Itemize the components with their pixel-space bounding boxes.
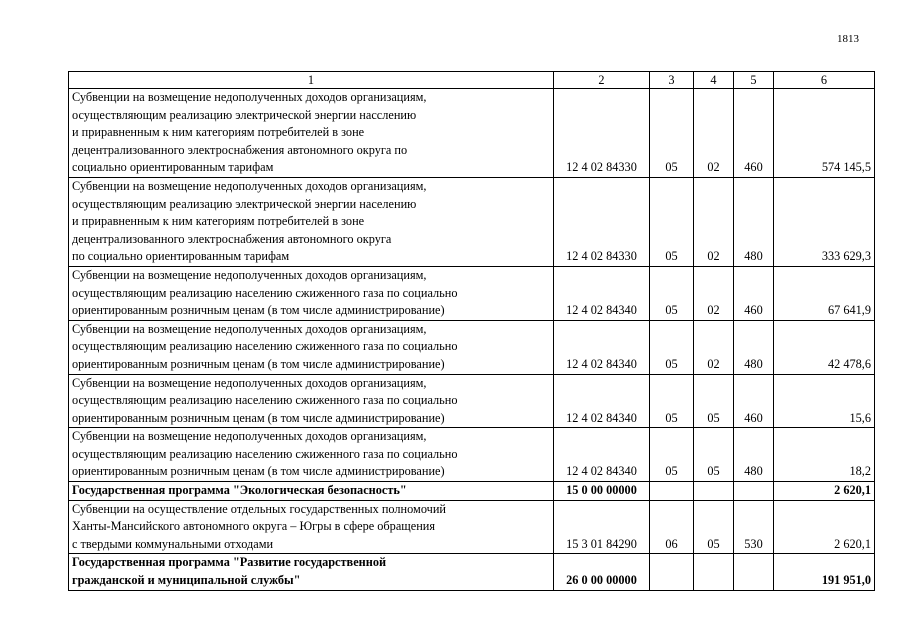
amount-value: 67 641,9 (774, 266, 875, 320)
table-row (69, 177, 875, 266)
table-row (69, 554, 875, 590)
row-name-line: Субвенции на возмещение недополученных доходов организациям, (72, 321, 427, 336)
amount-value: 18,2 (774, 428, 875, 482)
column-header-5: 5 (734, 72, 774, 89)
row-name-line: ориентированным розничным ценам (в том числе администрирование) (72, 303, 445, 318)
page-number: 1813 (837, 33, 859, 45)
section-code: 06 (650, 500, 694, 554)
column-header-3: 3 (650, 72, 694, 89)
expense-type-code: 480 (734, 177, 774, 266)
section-code: 05 (650, 320, 694, 374)
target-article-code: 12 4 02 84340 (554, 374, 650, 428)
subsection-code: 02 (694, 89, 734, 178)
target-article-code: 26 0 00 00000 (554, 554, 650, 590)
row-name-line: Государственная программа "Экологическая безопасность" (72, 483, 407, 498)
table-row (69, 266, 875, 320)
target-article-code: 12 4 02 84340 (554, 428, 650, 482)
table-row (69, 89, 875, 178)
row-name-line: осуществляющим реализацию населению сжиженного газа по социально (72, 446, 458, 461)
amount-value: 2 620,1 (774, 500, 875, 554)
budget-table (68, 71, 875, 591)
row-name-line: децентрализованного электроснабжения автономного округа (72, 231, 392, 246)
row-name-line: осуществляющим реализацию населению сжиженного газа по социально (72, 393, 458, 408)
row-name-line: осуществляющим реализацию населению сжиженного газа по социально (72, 285, 458, 300)
column-header-2: 2 (554, 72, 650, 89)
column-header-row (69, 72, 875, 89)
row-name-line: Субвенции на осуществление отдельных государственных полномочий (72, 501, 447, 516)
amount-value: 333 629,3 (774, 177, 875, 266)
section-code: 05 (650, 89, 694, 178)
table-body (69, 72, 875, 591)
table-row (69, 428, 875, 482)
target-article-code: 12 4 02 84330 (554, 177, 650, 266)
row-name-line: осуществляющим реализацию электрической энергии насслению (72, 107, 417, 122)
row-name-line: с твердыми коммунальными отходами (72, 536, 274, 551)
amount-value: 15,6 (774, 374, 875, 428)
row-name-line: децентрализованного электроснабжения автономного округа по (72, 142, 408, 157)
subsection-code: 02 (694, 266, 734, 320)
subsection-code: 05 (694, 374, 734, 428)
subsection-code: 02 (694, 320, 734, 374)
expense-type-code: 480 (734, 320, 774, 374)
row-name-line: Государственная программа "Развитие государственной (72, 555, 387, 570)
expense-type-code: 460 (734, 374, 774, 428)
amount-value: 2 620,1 (774, 482, 875, 501)
row-name-cell (69, 177, 554, 266)
row-name-line: Субвенции на возмещение недополученных доходов организациям, (72, 90, 427, 104)
section-code: 05 (650, 266, 694, 320)
row-name-cell (69, 266, 554, 320)
row-name-line: социально ориентированным тарифам (72, 160, 274, 175)
amount-value: 574 145,5 (774, 89, 875, 178)
row-name-cell (69, 500, 554, 554)
target-article-code: 12 4 02 84330 (554, 89, 650, 178)
row-name-cell (69, 320, 554, 374)
table-row (69, 374, 875, 428)
subsection-code: 02 (694, 177, 734, 266)
table-row (69, 500, 875, 554)
row-name-line: гражданской и муниципальной службы" (72, 573, 301, 588)
row-name-cell (69, 89, 554, 178)
row-name-line: Субвенции на возмещение недополученных доходов организациям, (72, 178, 427, 193)
section-code: 05 (650, 374, 694, 428)
amount-value: 42 478,6 (774, 320, 875, 374)
row-name-line: Субвенции на возмещение недополученных доходов организациям, (72, 375, 427, 390)
row-name-line: ориентированным розничным ценам (в том числе администрирование) (72, 356, 445, 371)
row-name-line: Ханты-Мансийского автономного округа – Югры в сфере обращения (72, 519, 436, 534)
amount-value: 191 951,0 (774, 554, 875, 590)
section-code (650, 482, 694, 501)
target-article-code: 15 0 00 00000 (554, 482, 650, 501)
subsection-code (694, 482, 734, 501)
row-name-cell (69, 554, 554, 590)
column-header-4: 4 (694, 72, 734, 89)
row-name-line: Субвенции на возмещение недополученных доходов организациям, (72, 267, 427, 282)
expense-type-code: 480 (734, 428, 774, 482)
subsection-code: 05 (694, 428, 734, 482)
expense-type-code (734, 482, 774, 501)
expense-type-code: 460 (734, 89, 774, 178)
table-row (69, 482, 875, 501)
expense-type-code (734, 554, 774, 590)
subsection-code: 05 (694, 500, 734, 554)
expense-type-code: 530 (734, 500, 774, 554)
section-code: 05 (650, 428, 694, 482)
row-name-cell (69, 428, 554, 482)
section-code (650, 554, 694, 590)
column-header-1: 1 (69, 72, 554, 89)
row-name-cell (69, 482, 554, 501)
subsection-code (694, 554, 734, 590)
section-code: 05 (650, 177, 694, 266)
column-header-6: 6 (774, 72, 875, 89)
row-name-line: и приравненным к ним категориям потребителей в зоне (72, 125, 365, 140)
target-article-code: 12 4 02 84340 (554, 266, 650, 320)
row-name-line: осуществляющим реализацию населению сжиженного газа по социально (72, 339, 458, 354)
row-name-line: осуществляющим реализацию электрической энергии населению (72, 196, 417, 211)
row-name-line: Субвенции на возмещение недополученных доходов организациям, (72, 429, 427, 444)
row-name-line: и приравненным к ним категориям потребителей в зоне (72, 214, 365, 229)
target-article-code: 12 4 02 84340 (554, 320, 650, 374)
table-row (69, 320, 875, 374)
row-name-line: ориентированным розничным ценам (в том числе администрирование) (72, 464, 445, 479)
expense-type-code: 460 (734, 266, 774, 320)
target-article-code: 15 3 01 84290 (554, 500, 650, 554)
row-name-line: ориентированным розничным ценам (в том числе администрирование) (72, 410, 445, 425)
row-name-cell (69, 374, 554, 428)
row-name-line: по социально ориентированным тарифам (72, 249, 290, 264)
